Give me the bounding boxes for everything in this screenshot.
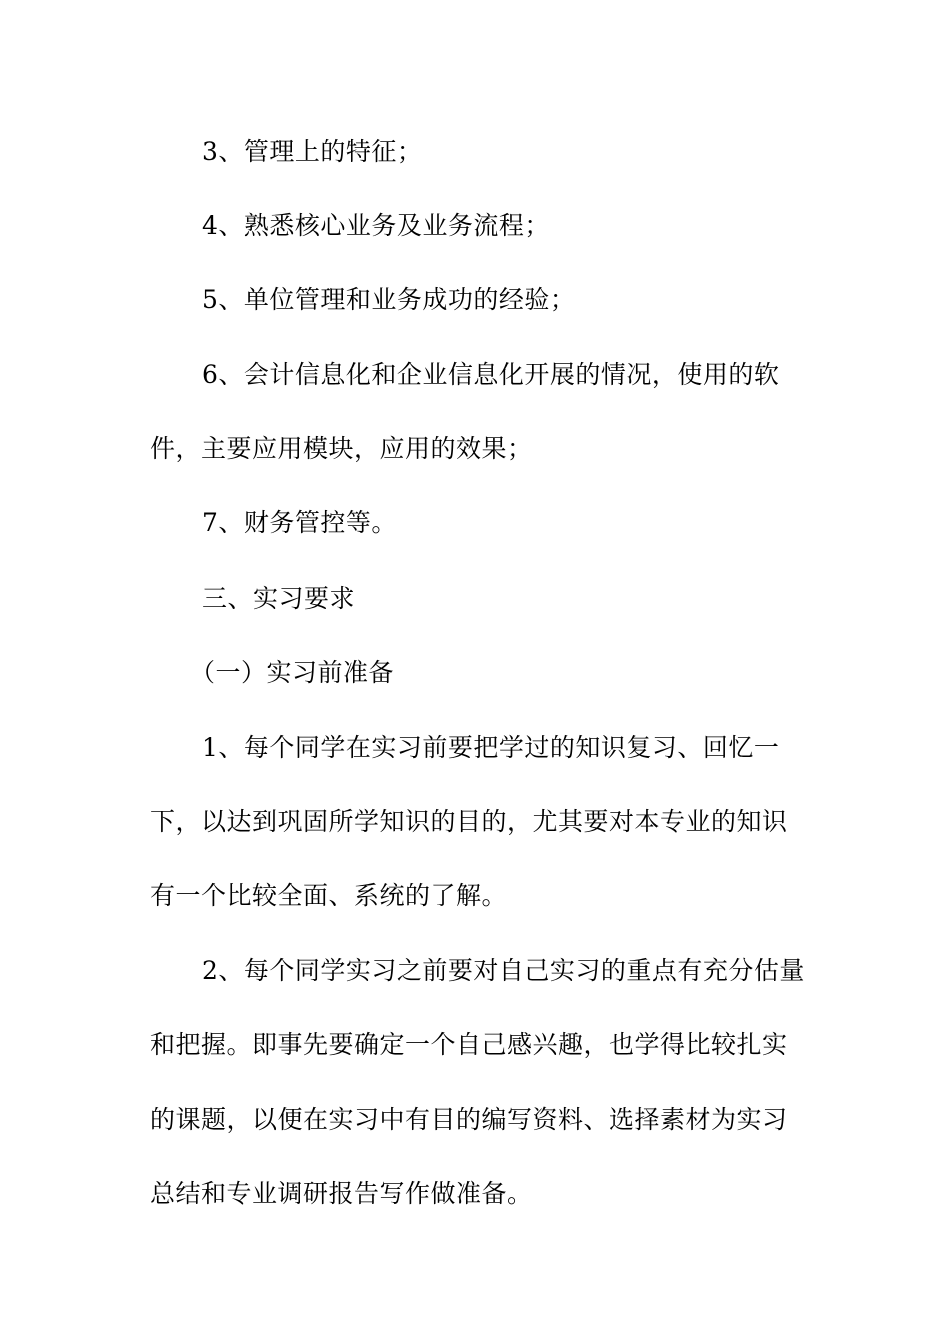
- list-item-3: 3、管理上的特征；: [202, 137, 423, 166]
- list-item-6-line-1: 6、会计信息化和企业信息化开展的情况，使用的软: [202, 360, 780, 389]
- paragraph-1-line-1: 1、每个同学在实习前要把学过的知识复习、回忆一: [202, 733, 780, 762]
- section-heading-3: 三、实习要求: [202, 584, 356, 613]
- list-item-4: 4、熟悉核心业务及业务流程；: [202, 211, 550, 240]
- paragraph-2-line-4: 总结和专业调研报告写作做准备。: [150, 1179, 533, 1208]
- paragraph-2-line-2: 和把握。即事先要确定一个自己感兴趣，也学得比较扎实: [150, 1030, 788, 1059]
- list-item-6-line-2: 件，主要应用模块，应用的效果；: [150, 434, 533, 463]
- list-item-5: 5、单位管理和业务成功的经验；: [202, 285, 576, 314]
- paragraph-2-line-3: 的课题，以便在实习中有目的编写资料、选择素材为实习: [150, 1105, 788, 1134]
- subsection-heading-1: （一）实习前准备: [190, 658, 395, 687]
- paragraph-1-line-2: 下，以达到巩固所学知识的目的，尤其要对本专业的知识: [150, 807, 788, 836]
- paragraph-2-line-1: 2、每个同学实习之前要对自己实习的重点有充分估量: [202, 956, 805, 985]
- paragraph-1-line-3: 有一个比较全面、系统的了解。: [150, 881, 508, 910]
- list-item-7: 7、财务管控等。: [202, 508, 397, 537]
